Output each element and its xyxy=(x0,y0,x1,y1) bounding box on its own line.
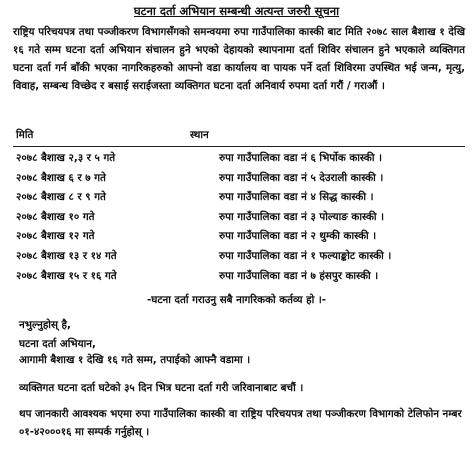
row-date: २०७८ बैशाख १३ र १४ गते xyxy=(16,249,117,262)
row-date: २०७८ बैशाख ८ र ९ गते xyxy=(16,191,106,204)
row-place: रुपा गाउँपालिका वडा नं ७ हंसपुर कास्की । xyxy=(219,269,379,282)
row-place: रुपा गाउँपालिका वडा नं ५ देउराली कास्की । xyxy=(219,171,384,184)
table-row xyxy=(0,190,473,210)
contact-paragraph: थप जानकारी आवश्यक भएमा रुपा गाउँपालिका कास्की वा राष्ट्रिय परिचयपत्र तथा पञ्जीकरण विभागको टेलिफोन नम्बर ०१-४२०००१६ मा सम्पर्क गर्नुहोस् । xyxy=(19,408,462,438)
row-date: २०७८ बैशाख १२ गते xyxy=(16,230,95,243)
row-place: रुपा गाउँपालिका वडा नं २ थुम्की कास्की । xyxy=(219,230,377,243)
table-row xyxy=(0,171,473,191)
reminder-line-1: नभुल्नुहोस् है, xyxy=(19,319,71,331)
date-column-header: मिति xyxy=(16,129,34,141)
reminder-line-3: आगामी बैशाख १ देखि १६ गते सम्म, तपाईको आफ्नै वडामा । xyxy=(19,354,251,366)
row-place: रुपा गाउँपालिका वडा नं १ फल्याङ्कोट कास्की । xyxy=(219,249,392,262)
intro-paragraph xyxy=(13,23,465,95)
row-place: रुपा गाउँपालिका वडा नं ४ सिद्ध कास्की । xyxy=(219,191,374,204)
table-row xyxy=(0,229,473,249)
reminder-line-2: घटना दर्ता अभियान, xyxy=(19,338,96,350)
header-divider xyxy=(13,146,465,147)
row-date: २०७८ बैशाख १० गते xyxy=(16,210,95,223)
row-date: २०७८ बैशाख १५ र १६ गते xyxy=(16,269,117,282)
table-row xyxy=(0,249,473,269)
warning-text: व्यक्तिगत घटना दर्ता घटेको ३५ दिन भित्र घटना दर्ता गरी जरिवानाबाट बचौं । xyxy=(19,382,304,394)
row-place: रुपा गाउँपालिका वडा नं ३ पोल्याङ कास्की । xyxy=(219,210,385,223)
row-date: २०७८ बैशाख २,३ र ५ गते xyxy=(16,152,116,164)
slogan: -घटना दर्ता गराउनु सबै नागरिकको कर्तव्य हो ।- xyxy=(146,294,327,306)
table-row xyxy=(0,151,473,171)
intro-text: राष्ट्रिय परिचयपत्र तथा पञ्जीकरण विभागसँगको समन्वयमा रुपा गाउँपालिका कास्की बाट मिति २०७८ साल बैशाख १ देखि १६ गते सम्म घटना दर्ता अभियान संचालन हुने भएको देहायको स्थापनामा दर्ता शिविर संचालन हुने भएकाले व्यक्तिगत घटना दर्ता गर्न बाँकी भएका नागरिकहरुको आफ्नो वडा कार्यालय वा पायक पर्ने दर्ता शिविरमा उपस्थित भई जन्म, मृत्यु, विवाह, सम्बन्ध विच्छेद र बसाई सराईजस्ता व्यक्तिगत घटना दर्ता अनिवार्य रुपमा दर्ता गरौं / गराऔं । xyxy=(13,26,465,92)
row-place: रुपा गाउँपालिका वडा नं ६ भिर्पोक कास्की । xyxy=(219,152,382,164)
schedule-table xyxy=(0,151,473,288)
table-row xyxy=(0,269,473,289)
place-column-header: स्थान xyxy=(190,129,209,141)
notice-title: घटना दर्ता अभियान सम्बन्धी अत्यन्त जरुरी सूचना xyxy=(133,4,340,18)
table-row xyxy=(0,210,473,230)
row-date: २०७८ बैशाख ६ र ७ गते xyxy=(16,171,106,184)
